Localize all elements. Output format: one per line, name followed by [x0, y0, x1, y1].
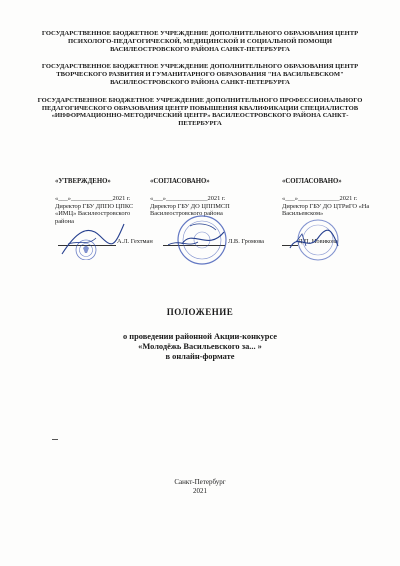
approval-position: Директор ГБУ ДО ЦППМСП Василеостровского района [150, 202, 230, 218]
approval-heading: «СОГЛАСОВАНО» [150, 178, 210, 185]
footer-year: 2021 [193, 486, 207, 495]
document-subtitle-line-3: в онлайн-формате [165, 352, 235, 361]
round-seal-icon [288, 212, 352, 264]
approval-date: «___»_____________2021 г. [150, 195, 226, 203]
approval-section [0, 178, 400, 258]
document-subtitle-line-1: о проведении районной Акции-конкурсе [123, 332, 277, 341]
organization-header [30, 30, 370, 138]
organization-name-3: ГОСУДАРСТВЕННОЕ БЮДЖЕТНОЕ УЧРЕЖДЕНИЕ ДОПОЛНИТЕЛЬНОГО ПРОФЕССИОНАЛЬНОГО ПЕДАГОГИЧЕСКОГО ОБРАЗОВАНИЯ ЦЕНТР ПОВЫШЕНИЯ КВАЛИФИКАЦИИ СПЕЦИАЛИСТОВ «ИНФОРМАЦИОННО-МЕТОДИЧЕСКИЙ ЦЕНТР» ВАСИЛЕОСТРОВСКОГО РАЙОНА САНКТ-ПЕТЕРБУРГА [37, 96, 363, 128]
document-title: ПОЛОЖЕНИЕ [166, 307, 234, 317]
approval-signatory: Д.П. Новикова [298, 238, 338, 245]
round-seal-icon [168, 208, 238, 272]
approval-signatory: Л.В. Громова [228, 238, 264, 245]
document-subtitle-line-2: «Молодёжь Васильевского за... » [138, 342, 262, 351]
margin-mark [52, 439, 58, 440]
document-title-block [0, 307, 400, 362]
footer-city: Санкт-Петербург [174, 478, 226, 486]
organization-name-1: ГОСУДАРСТВЕННОЕ БЮДЖЕТНОЕ УЧРЕЖДЕНИЕ ДОПОЛНИТЕЛЬНОГО ОБРАЗОВАНИЯ ЦЕНТР ПСИХОЛОГО-ПЕДАГОГИЧЕСКОЙ, МЕДИЦИНСКОЙ И СОЦИАЛЬНОЙ ПОМОЩИ ВАСИЛЕОСТРОВСКОГО РАЙОНА САНКТ-ПЕТЕРБУРГА [41, 30, 359, 53]
approval-heading: «УТВЕРЖДЕНО» [55, 178, 111, 185]
organization-name-2: ГОСУДАРСТВЕННОЕ БЮДЖЕТНОЕ УЧРЕЖДЕНИЕ ДОПОЛНИТЕЛЬНОГО ОБРАЗОВАНИЯ ЦЕНТР ТВОРЧЕСКОГО РАЗВИТИЯ И ГУМАНИТАРНОГО ОБРАЗОВАНИЯ "НА ВАСИЛЬЕВСКОМ" ВАСИЛЕОСТРОВСКОГО РАЙОНА САНКТ-ПЕТЕРБУРГА [41, 63, 359, 86]
document-footer [0, 478, 400, 495]
approval-signatory: А.Л. Гехтман [117, 238, 153, 245]
approval-date: «___»_____________2021 г. [55, 195, 131, 203]
signature-stamp-icon [58, 214, 138, 260]
approval-date: «___»_____________2021 г. [282, 195, 358, 203]
approval-heading: «СОГЛАСОВАНО» [282, 178, 342, 185]
approval-position: Директор ГБУ ДО ЦТРиГО «На Васильевском» [282, 202, 370, 218]
approval-position: Директор ГБУ ДППО ЦПКС «ИМЦ» Василеостровского района [55, 202, 134, 225]
